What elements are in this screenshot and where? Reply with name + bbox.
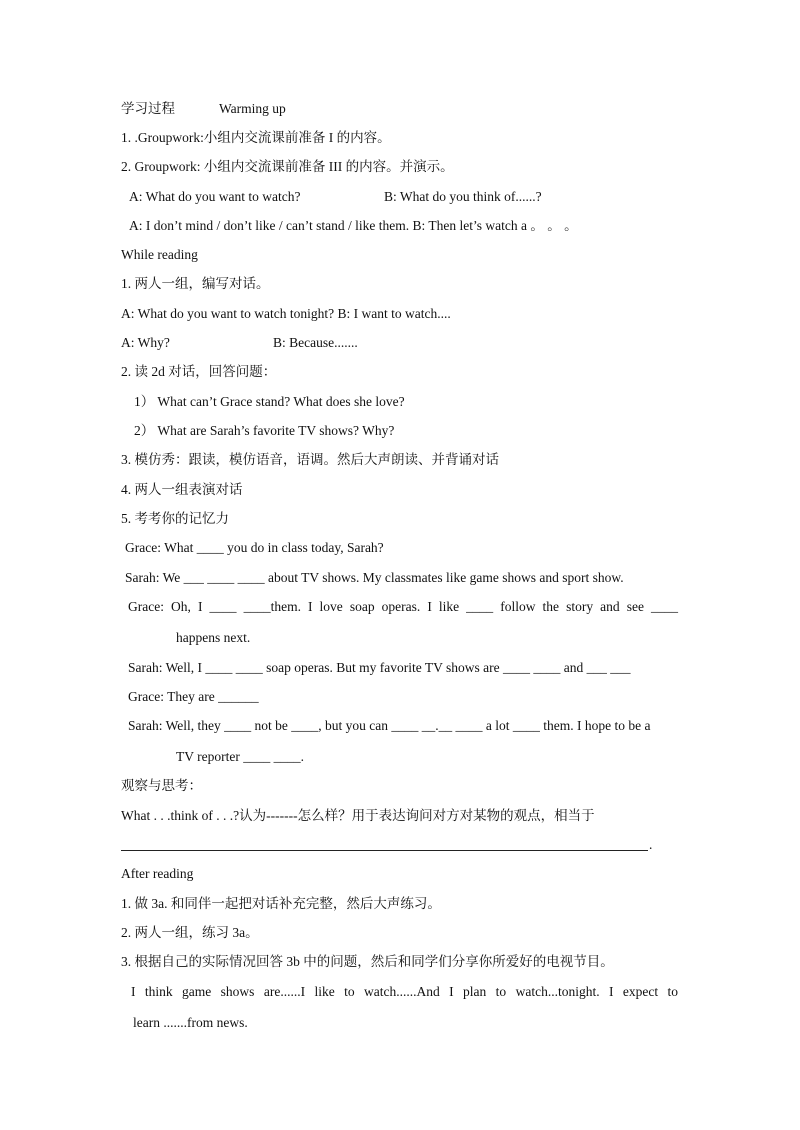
share-line-2: learn .......from news. <box>133 1015 248 1030</box>
section-title-warming-up: Warming up <box>219 101 286 116</box>
while-item-2: 2. 读 2d 对话，回答问题： <box>121 364 277 379</box>
answer-blank-line <box>121 850 648 851</box>
after-item-1: 1. 做 3a. 和同伴一起把对话补充完整，然后大声练习。 <box>121 896 441 911</box>
fill-line-5: Grace: They are ______ <box>128 689 259 704</box>
after-item-2: 2. 两人一组，练习 3a。 <box>121 925 259 940</box>
observe-end-period: . <box>649 837 653 852</box>
while-item-4: 4. 两人一组表演对话 <box>121 482 243 497</box>
fill-line-6: Sarah: Well, they ____ not be ____, but you can ____ __.__ ____ a lot ____ them. I hope to be a <box>128 718 651 733</box>
share-line-1: I think game shows are......I like to watch......And I plan to watch...tonight. I expect to <box>131 984 678 999</box>
while-item-1: 1. 两人一组，编写对话。 <box>121 276 270 291</box>
fill-line-6-continued: TV reporter ____ ____. <box>176 749 304 764</box>
while-dialog-2-a: A: Why? <box>121 335 170 350</box>
warming-dialog-2: A: I don’t mind / don’t like / can’t stand / like them. B: Then let’s watch a 。 。 。 <box>129 218 578 233</box>
warming-dialog-b: B: What do you think of......? <box>384 189 542 204</box>
section-title-while-reading: While reading <box>121 247 198 262</box>
while-item-3: 3. 模仿秀：跟读，模仿语音，语调。然后大声朗读、并背诵对话 <box>121 452 499 467</box>
question-1: 1） What can’t Grace stand? What does she love? <box>134 394 405 409</box>
while-item-5: 5. 考考你的记忆力 <box>121 511 229 526</box>
observe-title: 观察与思考： <box>121 778 202 793</box>
fill-line-2: Sarah: We ___ ____ ____ about TV shows. My classmates like game shows and sport show. <box>125 570 624 585</box>
fill-line-3-continued: happens next. <box>176 630 251 645</box>
fill-line-3: Grace: Oh, I ____ ____them. I love soap operas. I like ____ follow the story and see ____ <box>128 599 678 614</box>
observe-text: What . . .think of . . .?认为-------怎么样？用于表达询问对方对某物的观点，相当于 <box>121 808 595 823</box>
warming-dialog-a: A: What do you want to watch? <box>129 189 301 204</box>
while-dialog-1: A: What do you want to watch tonight? B: I want to watch.... <box>121 306 451 321</box>
warming-item-1: 1. .Groupwork:小组内交流课前准备 I 的内容。 <box>121 130 391 145</box>
process-label-text: 学习过程 <box>121 101 175 116</box>
question-2: 2） What are Sarah’s favorite TV shows? Why? <box>134 423 395 438</box>
after-item-3: 3. 根据自己的实际情况回答 3b 中的问题，然后和同学们分享你所爱好的电视节目。 <box>121 954 614 969</box>
fill-line-4: Sarah: Well, I ____ ____ soap operas. But my favorite TV shows are ____ ____ and ___ ___ <box>128 660 631 675</box>
warming-item-2: 2. Groupwork: 小组内交流课前准备 III 的内容。并演示。 <box>121 159 454 174</box>
section-title-after-reading: After reading <box>121 866 194 881</box>
fill-line-1: Grace: What ____ you do in class today, Sarah? <box>125 540 384 555</box>
while-dialog-2-b: B: Because....... <box>273 335 358 350</box>
process-label <box>121 100 175 118</box>
